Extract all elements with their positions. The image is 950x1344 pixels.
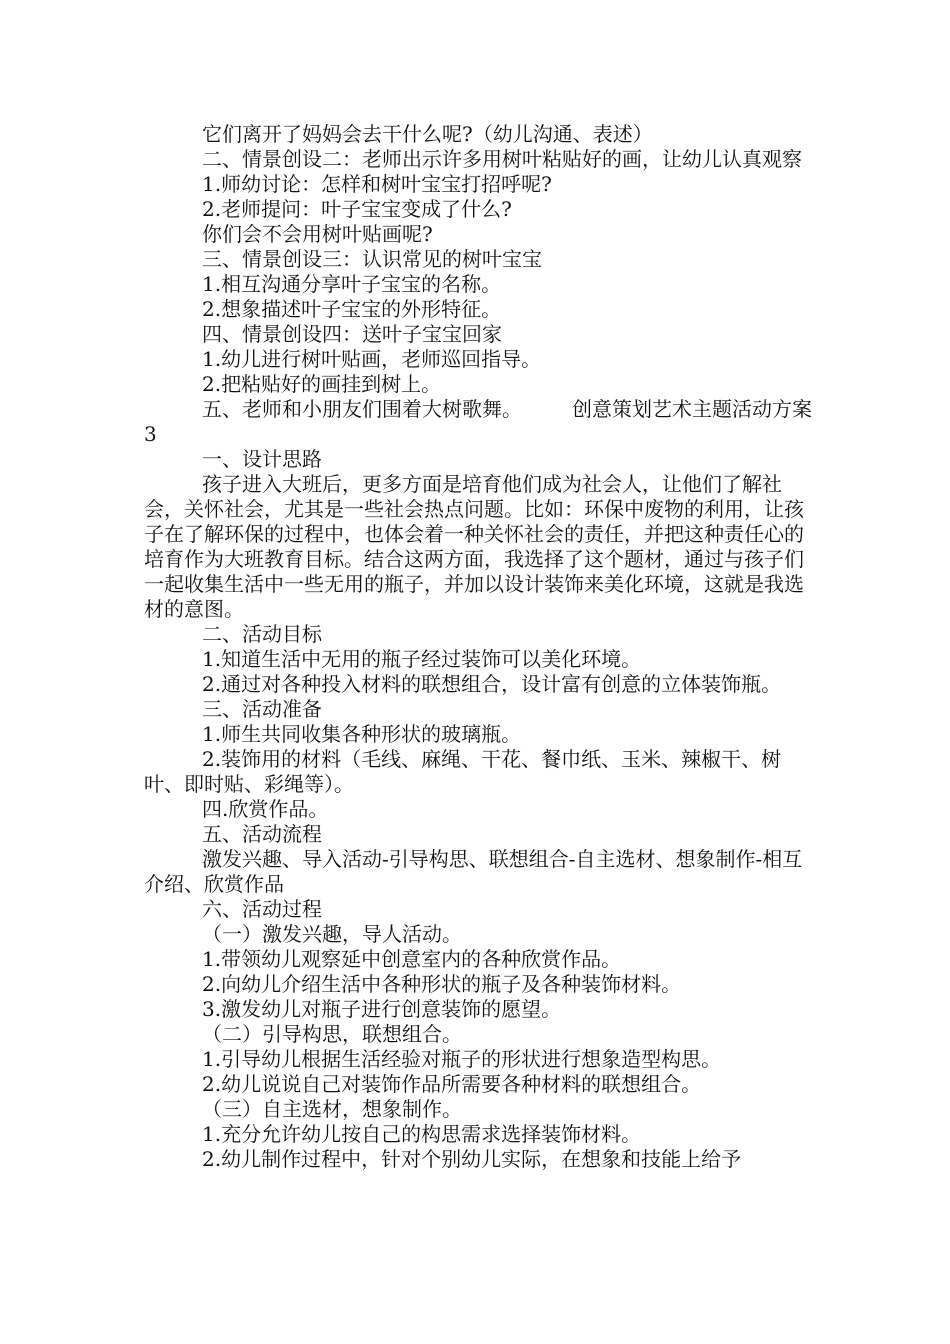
- list-item: 2.把粘贴好的画挂到树上。: [202, 372, 442, 396]
- section-heading: 四.欣赏作品。: [202, 797, 329, 821]
- paragraph: 孩子进入大班后，更多方面是培育他们成为社会人，让他们了解社会，关怀社会，尤其是一些社会热点问题。比如：环保中废物的利用，让孩子在了解环保的过程中，也体会着一种关怀社会的责任，并把这种责任心的培育作为大班教育目标。结合这两方面，我选择了这个题材，通过与孩子们一起收集生活中一些无用的瓶子，并加以设计装饰来美化环境，这就是我选材的意图。: [144, 472, 804, 621]
- section-heading: 三、活动准备: [202, 697, 322, 721]
- paragraph: 你们会不会用树叶贴画呢?: [202, 222, 433, 246]
- list-item: 1.师生共同收集各种形状的玻璃瓶。: [202, 722, 522, 746]
- paragraph: 激发兴趣、导入活动-引导构思、联想组合-自主选材、想象制作-相互介绍、欣赏作品: [144, 847, 803, 896]
- section-heading: 二、情景创设二：老师出示许多用树叶粘贴好的画，让幼儿认真观察: [202, 147, 802, 171]
- document-body: [144, 122, 814, 1172]
- list-item: 2.幼儿制作过程中，针对个别幼儿实际，在想象和技能上给予: [202, 1147, 742, 1171]
- subsection-heading: （一）激发兴趣，导人活动。: [202, 922, 462, 946]
- list-item: 1.幼儿进行树叶贴画，老师巡回指导。: [202, 347, 542, 371]
- list-item: 2.老师提问：叶子宝宝变成了什么?: [202, 197, 512, 221]
- section-heading: 五、老师和小朋友们围着大树歌舞。 创意策划艺术主题活动方案3: [144, 397, 812, 446]
- list-item: 1.相互沟通分享叶子宝宝的名称。: [202, 272, 502, 296]
- list-item: 1.充分允许幼儿按自己的构思需求选择装饰材料。: [202, 1122, 642, 1146]
- list-item: 1.引导幼儿根据生活经验对瓶子的形状进行想象造型构思。: [202, 1047, 722, 1071]
- section-heading: 二、活动目标: [202, 622, 322, 646]
- paragraph: 它们离开了妈妈会去干什么呢?（幼儿沟通、表述）: [202, 122, 653, 146]
- list-item: 1.知道生活中无用的瓶子经过装饰可以美化环境。: [202, 647, 642, 671]
- list-item: 2.幼儿说说自己对装饰作品所需要各种材料的联想组合。: [202, 1072, 702, 1096]
- subsection-heading: （二）引导构思，联想组合。: [202, 1022, 462, 1046]
- list-item: 2.装饰用的材料（毛线、麻绳、干花、餐巾纸、玉米、辣椒干、树叶、即时贴、彩绳等）。: [144, 747, 782, 796]
- subsection-heading: （三）自主选材，想象制作。: [202, 1097, 462, 1121]
- list-item: 3.激发幼儿对瓶子进行创意装饰的愿望。: [202, 997, 562, 1021]
- section-heading: 三、情景创设三：认识常见的树叶宝宝: [202, 247, 542, 271]
- list-item: 2.通过对各种投入材料的联想组合，设计富有创意的立体装饰瓶。: [202, 672, 782, 696]
- list-item: 2.向幼儿介绍生活中各种形状的瓶子及各种装饰材料。: [202, 972, 682, 996]
- section-heading: 一、设计思路: [202, 447, 322, 471]
- list-item: 2.想象描述叶子宝宝的外形特征。: [202, 297, 502, 321]
- list-item: 1.师幼讨论：怎样和树叶宝宝打招呼呢?: [202, 172, 552, 196]
- list-item: 1.带领幼儿观察延中创意室内的各种欣赏作品。: [202, 947, 622, 971]
- section-heading: 五、活动流程: [202, 822, 322, 846]
- section-heading: 四、情景创设四：送叶子宝宝回家: [202, 322, 502, 346]
- section-heading: 六、活动过程: [202, 897, 322, 921]
